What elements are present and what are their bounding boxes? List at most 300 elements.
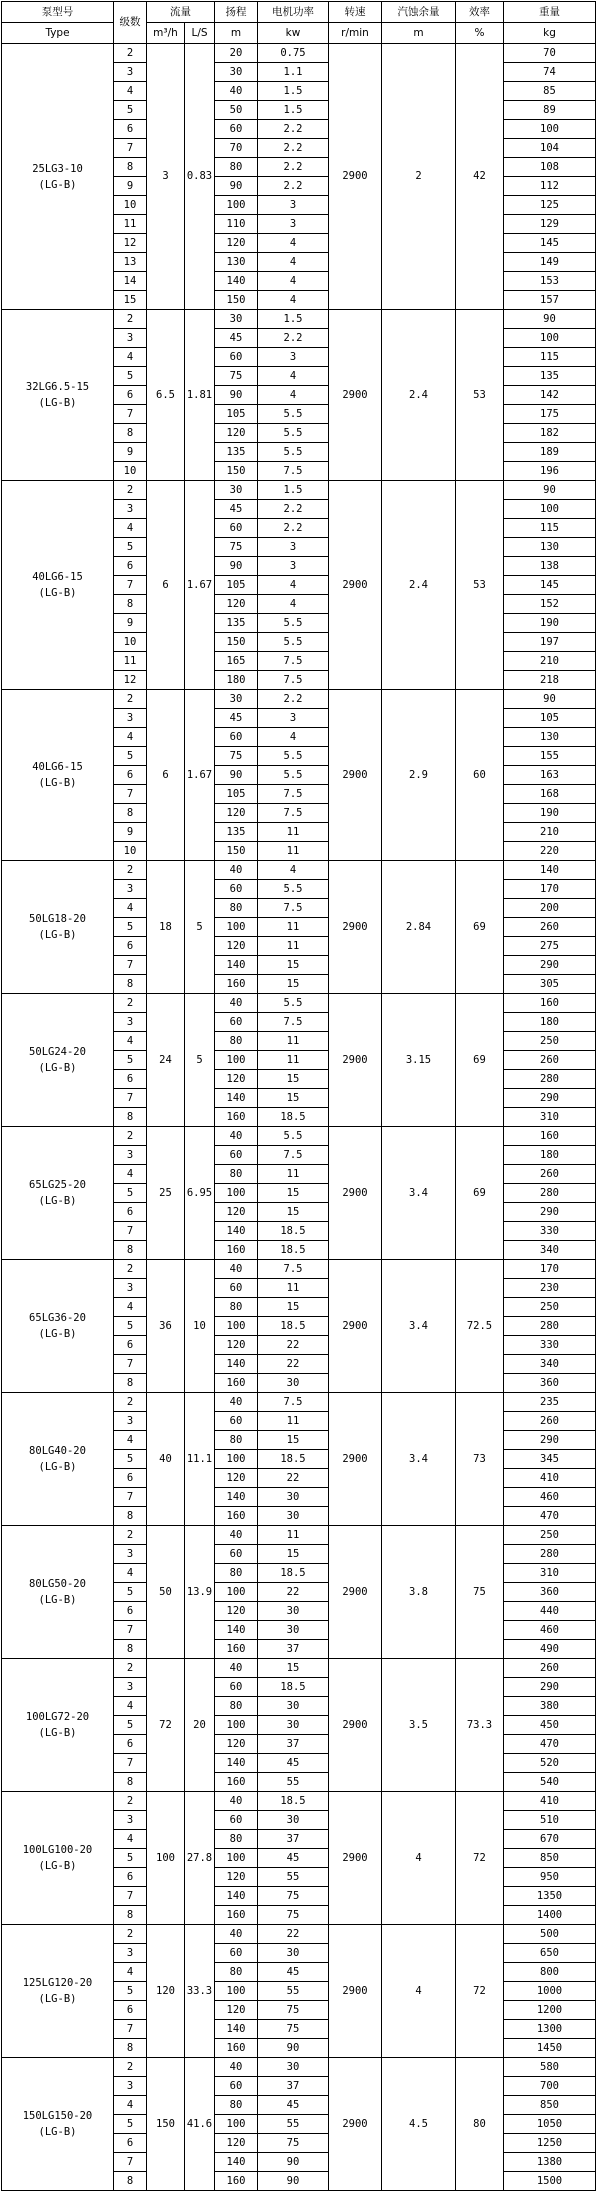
power-cell: 75 (258, 2134, 329, 2153)
head-cell: 80 (215, 1032, 258, 1051)
stages-cell: 2 (114, 1792, 147, 1811)
weight-cell: 410 (504, 1469, 596, 1488)
power-cell: 18.5 (258, 1564, 329, 1583)
power-cell: 90 (258, 2039, 329, 2058)
model-cell (2, 481, 114, 690)
head-cell: 80 (215, 1963, 258, 1982)
weight-cell: 260 (504, 1412, 596, 1431)
header-efficiency: 效率 (456, 2, 504, 23)
weight-cell: 450 (504, 1716, 596, 1735)
head-cell: 70 (215, 139, 258, 158)
table-row (2, 690, 596, 709)
model-name: 65LG36-20 (29, 1312, 86, 1324)
head-cell: 105 (215, 405, 258, 424)
power-cell: 2.2 (258, 329, 329, 348)
flow-ls-cell: 41.6 (185, 2058, 215, 2191)
weight-cell: 1350 (504, 1887, 596, 1906)
stages-cell: 10 (114, 633, 147, 652)
stages-cell: 7 (114, 1488, 147, 1507)
stages-cell: 5 (114, 538, 147, 557)
weight-cell: 1500 (504, 2172, 596, 2191)
model-name: 50LG18-20 (29, 913, 86, 925)
flow-m3h-cell: 3 (147, 44, 185, 310)
stages-cell: 2 (114, 1260, 147, 1279)
npsh-cell: 2.9 (382, 690, 456, 861)
flow-m3h-cell: 6 (147, 690, 185, 861)
stages-cell: 8 (114, 1108, 147, 1127)
stages-cell: 3 (114, 1944, 147, 1963)
power-cell: 15 (258, 1298, 329, 1317)
stages-cell: 5 (114, 1184, 147, 1203)
stages-cell: 10 (114, 196, 147, 215)
speed-cell: 2900 (329, 1925, 382, 2058)
stages-cell: 9 (114, 443, 147, 462)
stages-cell: 6 (114, 2001, 147, 2020)
head-cell: 120 (215, 1602, 258, 1621)
flow-ls-cell: 1.67 (185, 690, 215, 861)
flow-ls-cell: 10 (185, 1260, 215, 1393)
head-cell: 40 (215, 1925, 258, 1944)
weight-cell: 100 (504, 500, 596, 519)
power-cell: 11 (258, 1526, 329, 1545)
power-cell: 45 (258, 2096, 329, 2115)
weight-cell: 115 (504, 348, 596, 367)
head-cell: 160 (215, 2039, 258, 2058)
stages-cell: 7 (114, 2153, 147, 2172)
power-cell: 4 (258, 595, 329, 614)
weight-cell: 182 (504, 424, 596, 443)
power-cell: 4 (258, 253, 329, 272)
head-cell: 80 (215, 1431, 258, 1450)
npsh-cell: 4 (382, 1925, 456, 2058)
stages-cell: 2 (114, 310, 147, 329)
head-cell: 80 (215, 1830, 258, 1849)
stages-cell: 5 (114, 918, 147, 937)
weight-cell: 290 (504, 956, 596, 975)
stages-cell: 5 (114, 367, 147, 386)
head-cell: 100 (215, 1317, 258, 1336)
power-cell: 15 (258, 975, 329, 994)
stages-cell: 2 (114, 690, 147, 709)
flow-m3h-cell: 24 (147, 994, 185, 1127)
flow-m3h-cell: 150 (147, 2058, 185, 2191)
stages-cell: 6 (114, 1203, 147, 1222)
weight-cell: 155 (504, 747, 596, 766)
head-cell: 135 (215, 614, 258, 633)
power-cell: 55 (258, 1982, 329, 2001)
weight-cell: 197 (504, 633, 596, 652)
weight-cell: 650 (504, 1944, 596, 1963)
stages-cell: 8 (114, 595, 147, 614)
weight-cell: 460 (504, 1621, 596, 1640)
power-cell: 7.5 (258, 804, 329, 823)
weight-cell: 168 (504, 785, 596, 804)
head-cell: 45 (215, 500, 258, 519)
weight-cell: 1450 (504, 2039, 596, 2058)
flow-ls-cell: 1.67 (185, 481, 215, 690)
model-cell (2, 690, 114, 861)
power-cell: 5.5 (258, 614, 329, 633)
power-cell: 15 (258, 1184, 329, 1203)
head-cell: 80 (215, 158, 258, 177)
power-cell: 90 (258, 2153, 329, 2172)
flow-ls-cell: 11.1 (185, 1393, 215, 1526)
weight-cell: 152 (504, 595, 596, 614)
power-cell: 30 (258, 1488, 329, 1507)
stages-cell: 8 (114, 2039, 147, 2058)
power-cell: 7.5 (258, 652, 329, 671)
efficiency-cell: 72 (456, 1792, 504, 1925)
table-row (2, 861, 596, 880)
weight-cell: 220 (504, 842, 596, 861)
model-name: 32LG6.5-15 (25, 381, 90, 393)
power-cell: 55 (258, 2115, 329, 2134)
npsh-cell: 3.4 (382, 1260, 456, 1393)
stages-cell: 4 (114, 1165, 147, 1184)
weight-cell: 210 (504, 823, 596, 842)
header-flow: 流量 (147, 2, 215, 23)
weight-cell: 330 (504, 1336, 596, 1355)
head-cell: 80 (215, 1165, 258, 1184)
power-cell: 11 (258, 1412, 329, 1431)
weight-cell: 260 (504, 1051, 596, 1070)
head-cell: 80 (215, 2096, 258, 2115)
power-cell: 7.5 (258, 462, 329, 481)
weight-cell: 280 (504, 1184, 596, 1203)
stages-cell: 7 (114, 785, 147, 804)
head-cell: 140 (215, 1222, 258, 1241)
stages-cell: 6 (114, 1735, 147, 1754)
power-cell: 90 (258, 2172, 329, 2191)
power-cell: 0.75 (258, 44, 329, 63)
flow-ls-cell: 20 (185, 1659, 215, 1792)
weight-cell: 74 (504, 63, 596, 82)
model-variant: (LG-B) (38, 1993, 77, 2005)
stages-cell: 4 (114, 1032, 147, 1051)
stages-cell: 6 (114, 120, 147, 139)
stages-cell: 8 (114, 804, 147, 823)
power-cell: 5.5 (258, 443, 329, 462)
model-variant: (LG-B) (38, 1062, 77, 1074)
npsh-cell: 2 (382, 44, 456, 310)
power-cell: 11 (258, 1165, 329, 1184)
head-cell: 60 (215, 1678, 258, 1697)
model-cell (2, 1925, 114, 2058)
power-cell: 22 (258, 1583, 329, 1602)
model-cell (2, 1792, 114, 1925)
flow-m3h-cell: 6 (147, 481, 185, 690)
stages-cell: 10 (114, 842, 147, 861)
head-cell: 45 (215, 329, 258, 348)
efficiency-cell: 75 (456, 1526, 504, 1659)
table-row (2, 1925, 596, 1944)
stages-cell: 8 (114, 1374, 147, 1393)
weight-cell: 218 (504, 671, 596, 690)
weight-cell: 290 (504, 1678, 596, 1697)
model-name: 80LG40-20 (29, 1445, 86, 1457)
stages-cell: 6 (114, 2134, 147, 2153)
head-cell: 140 (215, 1754, 258, 1773)
power-cell: 4 (258, 291, 329, 310)
weight-cell: 290 (504, 1431, 596, 1450)
table-row (2, 481, 596, 500)
model-cell (2, 310, 114, 481)
head-cell: 140 (215, 1621, 258, 1640)
stages-cell: 4 (114, 1431, 147, 1450)
power-cell: 37 (258, 1735, 329, 1754)
npsh-cell: 3.5 (382, 1659, 456, 1792)
weight-cell: 160 (504, 1127, 596, 1146)
model-variant: (LG-B) (38, 1328, 77, 1340)
power-cell: 4 (258, 234, 329, 253)
weight-cell: 108 (504, 158, 596, 177)
stages-cell: 6 (114, 1469, 147, 1488)
head-cell: 60 (215, 728, 258, 747)
power-cell: 30 (258, 1697, 329, 1716)
stages-cell: 2 (114, 481, 147, 500)
power-cell: 4 (258, 728, 329, 747)
stages-cell: 8 (114, 1773, 147, 1792)
model-name: 25LG3-10 (32, 162, 83, 175)
stages-cell: 4 (114, 348, 147, 367)
model-name: 150LG150-20 (22, 2110, 93, 2122)
weight-cell: 180 (504, 1013, 596, 1032)
stages-cell: 7 (114, 405, 147, 424)
power-cell: 15 (258, 1203, 329, 1222)
weight-cell: 125 (504, 196, 596, 215)
head-cell: 60 (215, 519, 258, 538)
model-name: 125LG120-20 (22, 1977, 93, 1989)
head-cell: 140 (215, 956, 258, 975)
flow-ls-cell: 33.3 (185, 1925, 215, 2058)
npsh-cell: 2.4 (382, 310, 456, 481)
head-cell: 140 (215, 1887, 258, 1906)
table-row (2, 1260, 596, 1279)
power-cell: 55 (258, 1868, 329, 1887)
weight-cell: 100 (504, 329, 596, 348)
power-cell: 4 (258, 272, 329, 291)
head-cell: 165 (215, 652, 258, 671)
stages-cell: 15 (114, 291, 147, 310)
table-row (2, 1393, 596, 1412)
npsh-cell: 3.15 (382, 994, 456, 1127)
flow-m3h-cell: 18 (147, 861, 185, 994)
power-cell: 30 (258, 1621, 329, 1640)
power-cell: 7.5 (258, 785, 329, 804)
power-cell: 7.5 (258, 1393, 329, 1412)
stages-cell: 4 (114, 1830, 147, 1849)
header-power: 电机功率 (258, 2, 329, 23)
power-cell: 37 (258, 2077, 329, 2096)
head-cell: 160 (215, 1507, 258, 1526)
weight-cell: 310 (504, 1108, 596, 1127)
power-cell: 30 (258, 1811, 329, 1830)
weight-cell: 196 (504, 462, 596, 481)
stages-cell: 4 (114, 2096, 147, 2115)
table-row (2, 1127, 596, 1146)
table-row (2, 2058, 596, 2077)
speed-cell: 2900 (329, 1127, 382, 1260)
weight-cell: 275 (504, 937, 596, 956)
speed-cell: 2900 (329, 861, 382, 994)
power-cell: 30 (258, 1944, 329, 1963)
head-cell: 180 (215, 671, 258, 690)
unit-head: m (215, 23, 258, 44)
head-cell: 105 (215, 576, 258, 595)
head-cell: 40 (215, 1792, 258, 1811)
weight-cell: 90 (504, 690, 596, 709)
weight-cell: 260 (504, 1659, 596, 1678)
unit-power: kw (258, 23, 329, 44)
head-cell: 60 (215, 880, 258, 899)
flow-ls-cell: 0.83 (185, 44, 215, 310)
head-cell: 45 (215, 709, 258, 728)
head-cell: 20 (215, 44, 258, 63)
weight-cell: 130 (504, 728, 596, 747)
head-cell: 60 (215, 1811, 258, 1830)
power-cell: 7.5 (258, 899, 329, 918)
weight-cell: 470 (504, 1735, 596, 1754)
stages-cell: 6 (114, 766, 147, 785)
weight-cell: 142 (504, 386, 596, 405)
flow-m3h-cell: 100 (147, 1792, 185, 1925)
weight-cell: 305 (504, 975, 596, 994)
power-cell: 30 (258, 1716, 329, 1735)
head-cell: 50 (215, 101, 258, 120)
weight-cell: 520 (504, 1754, 596, 1773)
head-cell: 130 (215, 253, 258, 272)
stages-cell: 10 (114, 462, 147, 481)
power-cell: 22 (258, 1355, 329, 1374)
power-cell: 45 (258, 1849, 329, 1868)
head-cell: 40 (215, 1526, 258, 1545)
power-cell: 2.2 (258, 139, 329, 158)
efficiency-cell: 69 (456, 861, 504, 994)
stages-cell: 11 (114, 652, 147, 671)
weight-cell: 140 (504, 861, 596, 880)
model-name: 100LG100-20 (22, 1844, 93, 1856)
stages-cell: 6 (114, 1336, 147, 1355)
power-cell: 3 (258, 348, 329, 367)
stages-cell: 6 (114, 386, 147, 405)
model-cell (2, 2058, 114, 2191)
unit-weight: kg (504, 23, 596, 44)
stages-cell: 4 (114, 899, 147, 918)
head-cell: 100 (215, 1982, 258, 2001)
stages-cell: 7 (114, 1355, 147, 1374)
stages-cell: 4 (114, 1298, 147, 1317)
head-cell: 140 (215, 1488, 258, 1507)
stages-cell: 3 (114, 2077, 147, 2096)
model-cell (2, 861, 114, 994)
stages-cell: 8 (114, 158, 147, 177)
model-name: 40LG6-15 (32, 761, 83, 773)
flow-m3h-cell: 6.5 (147, 310, 185, 481)
head-cell: 135 (215, 443, 258, 462)
stages-cell: 6 (114, 1868, 147, 1887)
power-cell: 30 (258, 1374, 329, 1393)
stages-cell: 5 (114, 2115, 147, 2134)
power-cell: 18.5 (258, 1450, 329, 1469)
weight-cell: 260 (504, 918, 596, 937)
head-cell: 120 (215, 1469, 258, 1488)
stages-cell: 5 (114, 1450, 147, 1469)
model-variant: (LG-B) (38, 777, 77, 789)
power-cell: 2.2 (258, 690, 329, 709)
flow-m3h-cell: 25 (147, 1127, 185, 1260)
weight-cell: 460 (504, 1488, 596, 1507)
power-cell: 37 (258, 1640, 329, 1659)
weight-cell: 345 (504, 1450, 596, 1469)
stages-cell: 3 (114, 500, 147, 519)
stages-cell: 2 (114, 2058, 147, 2077)
pump-spec-table (1, 1, 596, 2191)
stages-cell: 3 (114, 1412, 147, 1431)
head-cell: 120 (215, 1336, 258, 1355)
power-cell: 4 (258, 576, 329, 595)
head-cell: 90 (215, 177, 258, 196)
weight-cell: 340 (504, 1355, 596, 1374)
weight-cell: 235 (504, 1393, 596, 1412)
head-cell: 135 (215, 823, 258, 842)
stages-cell: 7 (114, 1222, 147, 1241)
power-cell: 2.2 (258, 120, 329, 139)
npsh-cell: 4 (382, 1792, 456, 1925)
weight-cell: 250 (504, 1526, 596, 1545)
head-cell: 100 (215, 1583, 258, 1602)
weight-cell: 500 (504, 1925, 596, 1944)
head-cell: 40 (215, 1393, 258, 1412)
model-variant: (LG-B) (38, 1727, 77, 1739)
npsh-cell: 3.8 (382, 1526, 456, 1659)
head-cell: 160 (215, 1374, 258, 1393)
stages-cell: 7 (114, 1754, 147, 1773)
stages-cell: 2 (114, 994, 147, 1013)
power-cell: 18.5 (258, 1222, 329, 1241)
table-row (2, 994, 596, 1013)
weight-cell: 290 (504, 1203, 596, 1222)
weight-cell: 280 (504, 1070, 596, 1089)
power-cell: 37 (258, 1830, 329, 1849)
stages-cell: 4 (114, 728, 147, 747)
head-cell: 60 (215, 120, 258, 139)
power-cell: 15 (258, 1431, 329, 1450)
flow-ls-cell: 13.9 (185, 1526, 215, 1659)
power-cell: 11 (258, 937, 329, 956)
power-cell: 11 (258, 918, 329, 937)
head-cell: 60 (215, 1013, 258, 1032)
power-cell: 18.5 (258, 1317, 329, 1336)
flow-ls-cell: 1.81 (185, 310, 215, 481)
weight-cell: 850 (504, 1849, 596, 1868)
power-cell: 18.5 (258, 1241, 329, 1260)
unit-flow-m3h: m³/h (147, 23, 185, 44)
stages-cell: 4 (114, 1697, 147, 1716)
efficiency-cell: 72.5 (456, 1260, 504, 1393)
power-cell: 18.5 (258, 1792, 329, 1811)
flow-m3h-cell: 120 (147, 1925, 185, 2058)
weight-cell: 170 (504, 880, 596, 899)
flow-m3h-cell: 50 (147, 1526, 185, 1659)
table-body (2, 44, 596, 2191)
speed-cell: 2900 (329, 481, 382, 690)
weight-cell: 104 (504, 139, 596, 158)
weight-cell: 1000 (504, 1982, 596, 2001)
stages-cell: 8 (114, 1906, 147, 1925)
weight-cell: 100 (504, 120, 596, 139)
weight-cell: 200 (504, 899, 596, 918)
head-cell: 80 (215, 1564, 258, 1583)
